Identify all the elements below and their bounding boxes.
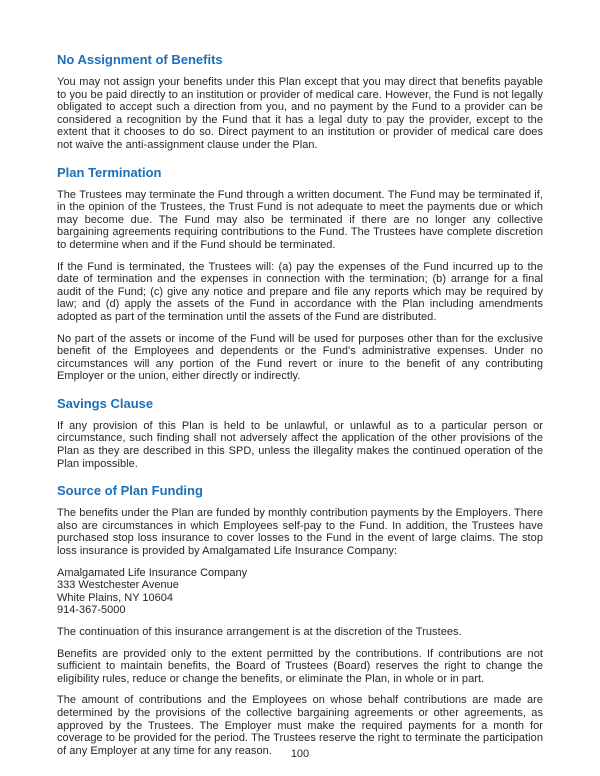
section-heading: Savings Clause [57,395,154,411]
paragraph: No part of the assets or income of the Fund will be used for purposes other than for the exclusive benefit of the Employees and dependents or the Fund's administrative expenses. Under no circumstances will any portion of the Fund revert or inure to the benefit of any contributing Employer or the union, either directly or indirectly. [57,332,543,383]
address-line: White Plains, NY 10604 [57,591,173,604]
address-line: 333 Westchester Avenue [57,579,179,592]
paragraph: You may not assign your benefits under this Plan except that you may direct that benefits payable to you be paid directly to an institution or provider of medical care. However, the Fund is not legally obligated to accept such a direction from you, and no payment by the Fund to a provider can be considered a recognition by the Fund that it has a legal duty to pay the provider, except to the extent that it chooses to do so. Direct payment to an institution or provider of medical care does not waive the anti-assignment clause under the Plan. [57,76,543,151]
page-number: 100 [290,748,310,760]
paragraph: The amount of contributions and the Employees on whose behalf contributions are made are determined by the provisions of the collective bargaining agreements or other agreements, as approved by the Trustees. The Employer must make the required payments for a month for coverage to be provided for the period. The Trustees reserve the right to terminate the participation of any Employer at any time for any reason. [57,694,543,757]
paragraph: The continuation of this insurance arrangement is at the discretion of the Trustees. [57,626,462,638]
paragraph: Benefits are provided only to the extent permitted by the contributions. If contributions are not sufficient to maintain benefits, the Board of Trustees (Board) reserves the right to change the eligibility rules, reduce or change the benefits, or eliminate the Plan, in whole or in part. [57,647,543,685]
section-heading: No Assignment of Benefits [57,52,223,67]
section-savings-clause [57,396,543,470]
section-no-assignment-of-benefits [57,52,543,152]
section-plan-termination [57,165,543,383]
paragraph: The Trustees may terminate the Fund through a written document. The Fund may be terminated if, in the opinion of the Trustees, the Trust Fund is not adequate to meet the payments due or which may become due. The Fund may also be terminated if there are no longer any collective bargaining agreements requiring contributions to the Fund. The Trustees have complete discretion to determine when and if the Fund should be terminated. [57,188,543,251]
paragraph: If any provision of this Plan is held to be unlawful, or unlawful as to a particular person or circumstance, such finding shall not adversely affect the application of the other provisions of the Plan as they are described in this SPD, unless the illegality makes the continued operation of the Plan impossible. [57,419,543,470]
section-heading: Plan Termination [57,164,162,180]
address-line: Amalgamated Life Insurance Company [57,566,248,579]
paragraph: If the Fund is terminated, the Trustees will: (a) pay the expenses of the Fund incurred up to the date of termination and the expenses in connection with the termination; (b) arrange for a final audit of the Fund; (c) give any notice and prepare and file any reports which may be required by law; and (d) apply the assets of the Fund in accordance with the Plan including amendments adopted as part of the termination until the assets of the Fund are distributed. [57,260,543,323]
address-line: 914-367-5000 [57,604,126,617]
paragraph: The benefits under the Plan are funded by monthly contribution payments by the Employers. There also are circumstances in which Employees self-pay to the Fund. In addition, the Trustees have purchased stop loss insurance to cover losses to the Fund in the event of large claims. The stop loss insurance is provided by Amalgamated Life Insurance Company: [57,507,543,558]
section-heading: Source of Plan Funding [57,483,203,499]
section-source-of-plan-funding [57,483,543,757]
address-block [57,567,543,617]
